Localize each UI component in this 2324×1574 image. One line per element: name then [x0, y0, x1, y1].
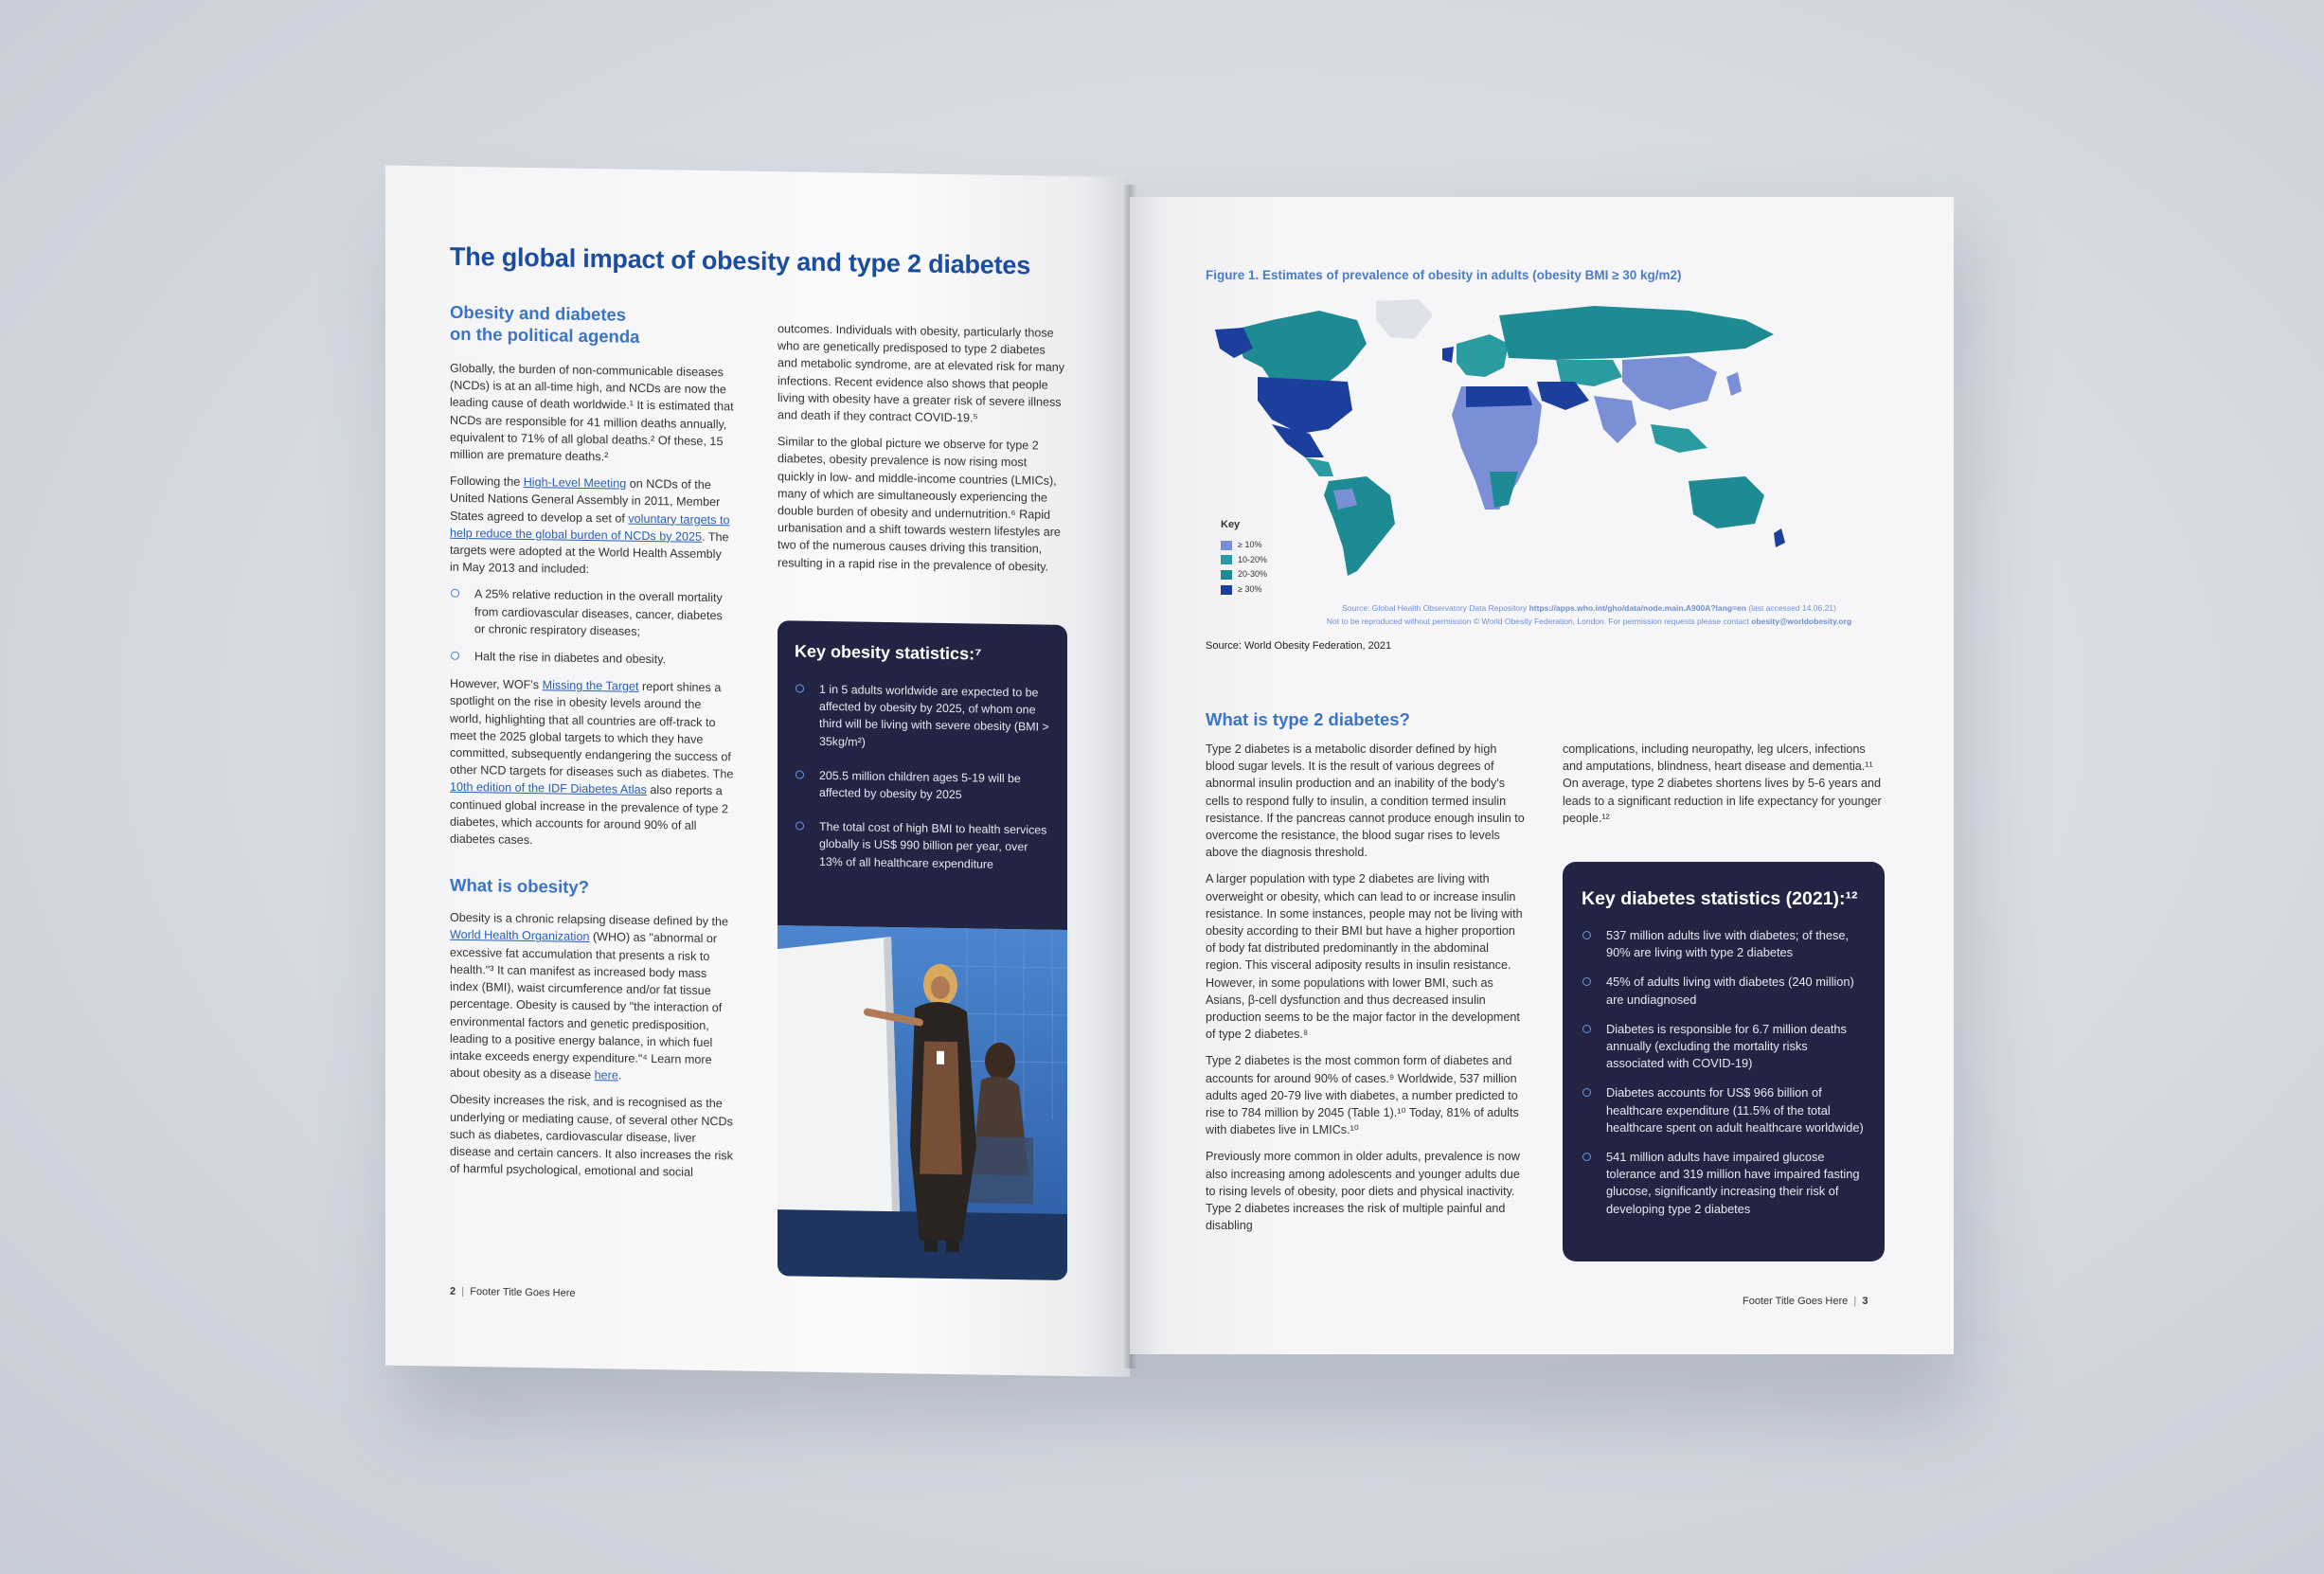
map-source-note: [1248, 601, 1930, 628]
paragraph-obesity-definition: [450, 909, 734, 1086]
link-email-obesity[interactable]: obesity@worldobesity.org: [1751, 617, 1852, 626]
link-idf-diabetes-atlas[interactable]: 10th edition of the IDF Diabetes Atlas: [450, 780, 647, 797]
section-heading-line1: Obesity and diabetes: [450, 301, 627, 325]
world-obesity-map: [1215, 292, 1821, 576]
map-source-line2: [1248, 615, 1930, 628]
paragraph-high-level-meeting: [450, 473, 734, 581]
map-region-japan: [1726, 372, 1742, 396]
list-item: 541 million adults have impaired glucose tolerance and 319 million have impaired fasting glucose, significantly increasing their risk of developing type 2 diabetes: [1582, 1149, 1866, 1218]
map-region-southeast-asia: [1651, 424, 1707, 453]
link-voluntary-targets[interactable]: voluntary targets to help reduce the global burden of NCDs by 2025: [450, 511, 730, 544]
footer-title: Footer Title Goes Here: [1743, 1296, 1849, 1307]
obesity-stats-title: Key obesity statistics:⁷: [795, 641, 982, 664]
map-key: [1221, 519, 1267, 595]
diabetes-stats-title: Key diabetes statistics (2021):¹²: [1582, 888, 1858, 909]
section-heading-line2: on the political agenda: [450, 323, 640, 347]
section-heading-political-agenda: [450, 301, 734, 349]
paragraph-outcomes: outcomes. Individuals with obesity, particularly those who are genetically predisposed to type 2 diabetes and metabolic syndrome, are at elevated risk for many infections. Recent evidence also shows that people living with obesity have a greater risk of severe illness and death if they contract COVID-19.⁵: [778, 322, 1065, 425]
diabetes-stats-list: [1582, 927, 1866, 1218]
left-page: [385, 166, 1130, 1377]
paragraph-ncd-burden: Globally, the burden of non-communicable diseases (NCDs) is at an all-time high, and NCDs are now the leading cause of death worldwide.¹ It is estimated that NCDs are responsible for 41 million deaths annually, equivalent to 71% of all global deaths.² Of these, 15 million are premature deaths.²: [450, 361, 734, 464]
list-item: The total cost of high BMI to health services globally is US$ 990 billion per year, over 13% of all healthcare expenditure: [795, 818, 1050, 874]
section-heading-type2: What is type 2 diabetes?: [1206, 709, 1410, 729]
left-footer: [450, 1286, 576, 1299]
left-column-2: [778, 320, 1066, 585]
swatch-icon: [1221, 555, 1232, 564]
key-text: 10-20%: [1238, 554, 1268, 564]
left-column-1: [450, 301, 734, 1191]
text-span: Obesity is a chronic relapsing disease defined by the: [450, 911, 729, 929]
page-number: 3: [1862, 1296, 1868, 1307]
paragraph-obesity-risk: Obesity increases the risk, and is recognised as the underlying or mediating cause, of several other NCDs such as diabetes, cardiovascular disease, liver disease and certain cancers. It also increases the risk of harmful psychological, emotional and social: [450, 1093, 733, 1179]
footer-separator: |: [1853, 1296, 1857, 1307]
map-region-uk: [1442, 347, 1454, 363]
map-key-item: [1221, 555, 1267, 565]
link-missing-the-target[interactable]: Missing the Target: [542, 678, 639, 694]
link-who-gho[interactable]: https://apps.who.int/gho/data/node.main.A900A?lang=en: [1528, 603, 1746, 613]
map-region-india: [1594, 396, 1636, 443]
list-item: 1 in 5 adults worldwide are expected to be affected by obesity by 2025, of whom one third will be living with severe obesity (BMI > 35kg/m²): [795, 680, 1050, 753]
text-span: However, WOF's: [450, 676, 543, 692]
key-text: 20-30%: [1238, 569, 1268, 580]
key-text: ≥ 10%: [1238, 540, 1262, 549]
right-page: [1130, 197, 1954, 1354]
text-span: on NCDs of the United Nations General Assembly in 2011, Member States agreed to develop a set of: [450, 476, 721, 526]
map-region-central-america: [1305, 457, 1333, 476]
list-item: Diabetes accounts for US$ 966 billion of healthcare expenditure (11.5% of the total healthcare spent on adult healthcare worldwide): [1582, 1084, 1866, 1136]
map-region-middle-east: [1537, 382, 1589, 410]
targets-list: [450, 585, 734, 670]
paragraph-missing-target: [450, 675, 734, 852]
map-region-southern-africa: [1490, 472, 1518, 508]
paragraph-t2-adolescents: Previously more common in older adults, prevalence is now also increasing among adolescents and younger adults due to rising levels of obesity, poor diets and physical inactivity. Type 2 diabetes increases the risk of multiple painful and disabling: [1206, 1150, 1520, 1233]
list-item: 537 million adults live with diabetes; of these, 90% are living with type 2 diabetes: [1582, 927, 1866, 961]
right-footer: [1743, 1296, 1868, 1307]
swatch-icon: [1221, 541, 1232, 550]
page-title: The global impact of obesity and type 2 diabetes: [450, 241, 1031, 280]
paragraph-t2-definition: Type 2 diabetes is a metabolic disorder defined by high blood sugar levels. It is the result of various degrees of abnormal insulin production and an inability of the body's cells to respond fully to insulin, a condition termed insulin resistance. If the pancreas cannot produce enough insulin to overcome the resistance, the blood sugar rises to levels above the diagnosis threshold.: [1206, 742, 1525, 860]
map-key-label: Key: [1221, 519, 1241, 530]
text-span: (WHO) as "abnormal or excessive fat accumulation that presents a risk to health."³ It can manifest as increased body mass index (BMI), waist circumference and/or fat tissue percentage. Obesity is caused by "the interaction of environmental factors and genetic predisposition, leading to a positive energy balance, in which fuel intake exceeds energy expenditure."⁴ Learn more about obesity as a disease: [450, 930, 723, 1082]
figure-source: Source: World Obesity Federation, 2021: [1206, 640, 1392, 652]
map-region-russia: [1499, 306, 1774, 360]
map-source-line1: [1248, 601, 1930, 615]
swatch-icon: [1221, 570, 1232, 580]
list-item: 45% of adults living with diabetes (240 million) are undiagnosed: [1582, 974, 1866, 1008]
map-region-north-africa: [1466, 386, 1532, 407]
swatch-icon: [1221, 585, 1232, 595]
obesity-stats-list: [795, 680, 1050, 873]
map-key-item: [1221, 540, 1267, 550]
photo-illustration: [778, 925, 1067, 1280]
obesity-stats-box: [778, 620, 1067, 930]
map-region-europe: [1457, 334, 1509, 377]
key-text: ≥ 30%: [1238, 583, 1262, 594]
text-span: also reports a continued global increase in the prevalence of type 2 diabetes, which accounts for around 90% of all diabetes cases.: [450, 783, 729, 848]
paragraph-t2-prevalence: Type 2 diabetes is the most common form of diabetes and accounts for around 90% of cases.⁹ Worldwide, 537 million adults aged 20-79 live with diabetes, a number predicted to rise to 784 million by 2045 (Table 1).¹⁰ Today, 81% of adults with diabetes live in LMICs.¹⁰: [1206, 1054, 1519, 1137]
link-here[interactable]: here: [594, 1068, 618, 1082]
list-item: Halt the rise in diabetes and obesity.: [450, 648, 734, 670]
map-region-usa: [1258, 377, 1352, 434]
map-region-new-zealand: [1774, 528, 1785, 547]
map-key-item: [1221, 584, 1267, 595]
text-span: Not to be reproduced without permission © World Obesity Federation, London. For permission requests please contact: [1326, 617, 1752, 626]
link-high-level-meeting[interactable]: High-Level Meeting: [523, 475, 627, 491]
paragraph-t2-obesity: A larger population with type 2 diabetes are living with overweight or obesity, which can lead to or increase insulin resistance. In some instances, people may not be living with obesity according to their BMI but have a higher proportion of body fat distributed predominantly in the abdominal region. This visceral adiposity results in insulin resistance. However, in some populations with lower BMI, such as Asians, β-cell dysfunction and thus decreased insulin production seems to be the major factor in the development of type 2 diabetes.⁸: [1206, 872, 1523, 1042]
photo-woman-presenting: [778, 925, 1067, 1280]
map-key-item: [1221, 569, 1267, 580]
link-who[interactable]: World Health Organization: [450, 928, 590, 944]
right-column-2: [1563, 741, 1885, 836]
figure-title: Figure 1. Estimates of prevalence of obesity in adults (obesity BMI ≥ 30 kg/m2): [1206, 268, 1682, 282]
map-region-australia: [1689, 476, 1764, 528]
map-region-greenland: [1376, 299, 1433, 339]
paragraph-lmics: Similar to the global picture we observe for type 2 diabetes, obesity prevalence is now rising most quickly in low- and middle-income countries (LMICs), many of which are simultaneously experiencing the double burden of obesity and undernutrition.⁶ Rapid urbanisation and a shift towards western lifestyles are two of the numerous causes driving this transition, resulting in a rapid rise in the prevalence of obesity.: [778, 435, 1061, 574]
right-column-1: [1206, 741, 1528, 1243]
list-item: 205.5 million children ages 5-19 will be affected by obesity by 2025: [795, 766, 1050, 805]
page-number: 2: [450, 1285, 456, 1297]
map-region-china: [1622, 356, 1717, 410]
section-heading-what-is-obesity: What is obesity?: [450, 875, 589, 898]
diabetes-stats-box: [1563, 862, 1885, 1261]
list-item: A 25% relative reduction in the overall mortality from cardiovascular diseases, cancer, diabetes or chronic respiratory diseases;: [450, 585, 734, 641]
paragraph-t2-complications: complications, including neuropathy, leg ulcers, infections and amputations, blindness, heart disease and dementia.¹¹ On average, type 2 diabetes shortens lives by 5-6 years and leads to a significant reduction in life expectancy for younger people.¹²: [1563, 742, 1882, 825]
text-span: (last accessed 14.06.21): [1745, 603, 1836, 613]
text-span: Following the: [450, 474, 524, 490]
footer-title: Footer Title Goes Here: [470, 1286, 576, 1299]
footer-separator: |: [461, 1285, 465, 1297]
text-span: . The targets were adopted at the World Health Assembly in May 2013 and included:: [450, 529, 729, 577]
text-span: Source: Global Health Observatory Data Repository: [1342, 603, 1529, 613]
text-span: report shines a spotlight on the rise in obesity levels around the world, highlighting that all countries are off-track to meet the 2025 global targets to which they have committed, subsequently endangering the success of other NCD targets for diseases such as diabetes. The: [450, 680, 734, 781]
list-item: Diabetes is responsible for 6.7 million deaths annually (excluding the mortality risks associated with COVID-19): [1582, 1021, 1866, 1073]
text-span: .: [617, 1068, 622, 1082]
